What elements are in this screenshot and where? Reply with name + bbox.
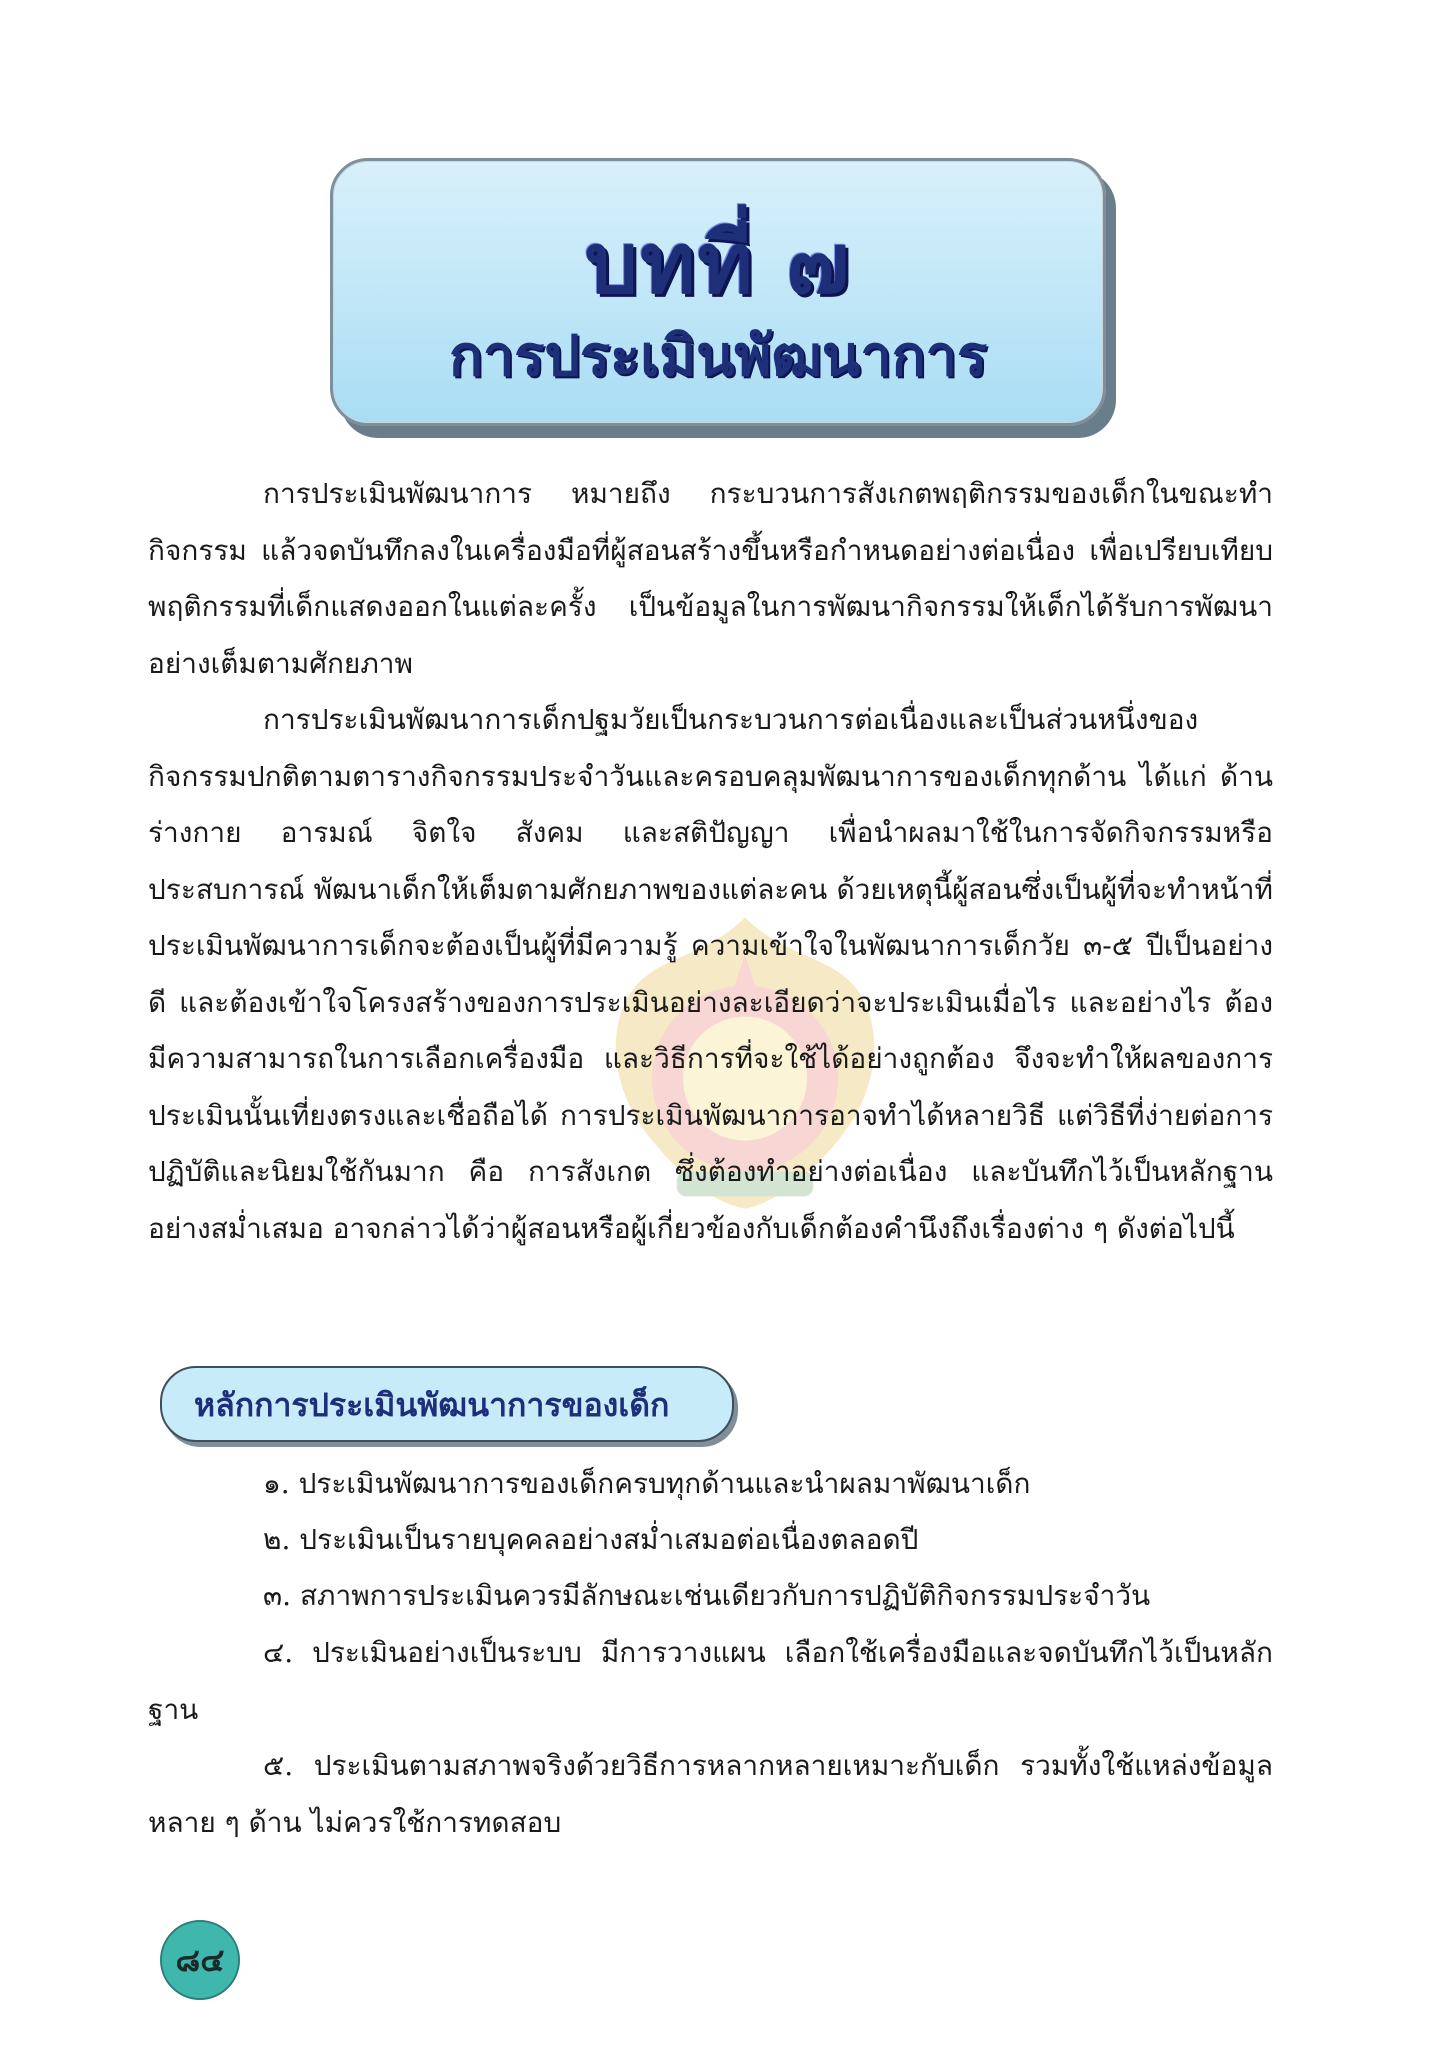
list-item: ๕. ประเมินตามสภาพจริงด้วยวิธีการหลากหลายเหมาะกับเด็ก รวมทั้งใช้แหล่งข้อมูลหลาย ๆ ด้าน ไม่ควรใช้การทดสอบ [148,1749,1273,1839]
chapter-number: บทที่ ๗ [584,213,852,312]
list-item: ๔. ประเมินอย่างเป็นระบบ มีการวางแผน เลือกใช้เครื่องมือและจดบันทึกไว้เป็นหลักฐาน [148,1636,1273,1726]
list-item: ๒. ประเมินเป็นรายบุคคลอย่างสม่ำเสมอต่อเนื่องตลอดปี [263,1523,919,1556]
chapter-header-box [330,158,1106,426]
section-heading-pill [160,1366,734,1442]
paragraph-definition: การประเมินพัฒนาการ หมายถึง กระบวนการสังเกตพฤติกรรมของเด็กในขณะทำกิจกรรม แล้วจดบันทึกลงในเครื่องมือที่ผู้สอนสร้างขึ้นหรือกำหนดอย่างต่อเนื่อง เพื่อเปรียบเทียบพฤติกรรมที่เด็กแสดงออกในแต่ละครั้ง เป็นข้อมูลในการพัฒนากิจกรรมให้เด็กได้รับการพัฒนาอย่างเต็มตามศักยภาพ [148,477,1273,680]
list-item: ๑. ประเมินพัฒนาการของเด็กครบทุกด้านและนำผลมาพัฒนาเด็ก [263,1467,1031,1500]
section-title: หลักการประเมินพัฒนาการของเด็ก [194,1386,670,1424]
paragraph-early-childhood: การประเมินพัฒนาการเด็กปฐมวัยเป็นกระบวนการต่อเนื่องและเป็นส่วนหนึ่งของกิจกรรมปกติตามตารางกิจกรรมประจำวันและครอบคลุมพัฒนาการของเด็กทุกด้าน ได้แก่ ด้านร่างกาย อารมณ์ จิตใจ สังคม และสติปัญญา เพื่อนำผลมาใช้ในการจัดกิจกรรมหรือประสบการณ์ พัฒนาเด็กให้เต็มตามศักยภาพของแต่ละคน ด้วยเหตุนี้ผู้สอนซึ่งเป็นผู้ที่จะทำหน้าที่ประเมินพัฒนาการเด็กจะต้องเป็นผู้ที่มีความรู้ ความเข้าใจในพัฒนาการเด็กวัย ๓-๕ ปีเป็นอย่างดี และต้องเข้าใจโครงสร้างของการประเมินอย่างละเอียดว่าจะประเมินเมื่อไร และอย่างไร ต้องมีความสามารถในการเลือกเครื่องมือ และวิธีการที่จะใช้ได้อย่างถูกต้อง จึงจะทำให้ผลของการประเมินนั้นเที่ยงตรงและเชื่อถือได้ การประเมินพัฒนาการอาจทำได้หลายวิธี แต่วิธีที่ง่ายต่อการปฏิบัติและนิยมใช้กันมาก คือ การสังเกต ซึ่งต้องทำอย่างต่อเนื่อง และบันทึกไว้เป็นหลักฐานอย่างสม่ำเสมอ อาจกล่าวได้ว่าผู้สอนหรือผู้เกี่ยวข้องกับเด็กต้องคำนึงถึงเรื่องต่าง ๆ ดังต่อไปนี้ [148,703,1273,1245]
list-item: ๓. สภาพการประเมินควรมีลักษณะเช่นเดียวกับการปฏิบัติกิจกรรมประจำวัน [263,1579,1151,1612]
page-number: ๘๔ [160,1920,240,2000]
chapter-title: การประเมินพัฒนาการ [448,323,988,389]
